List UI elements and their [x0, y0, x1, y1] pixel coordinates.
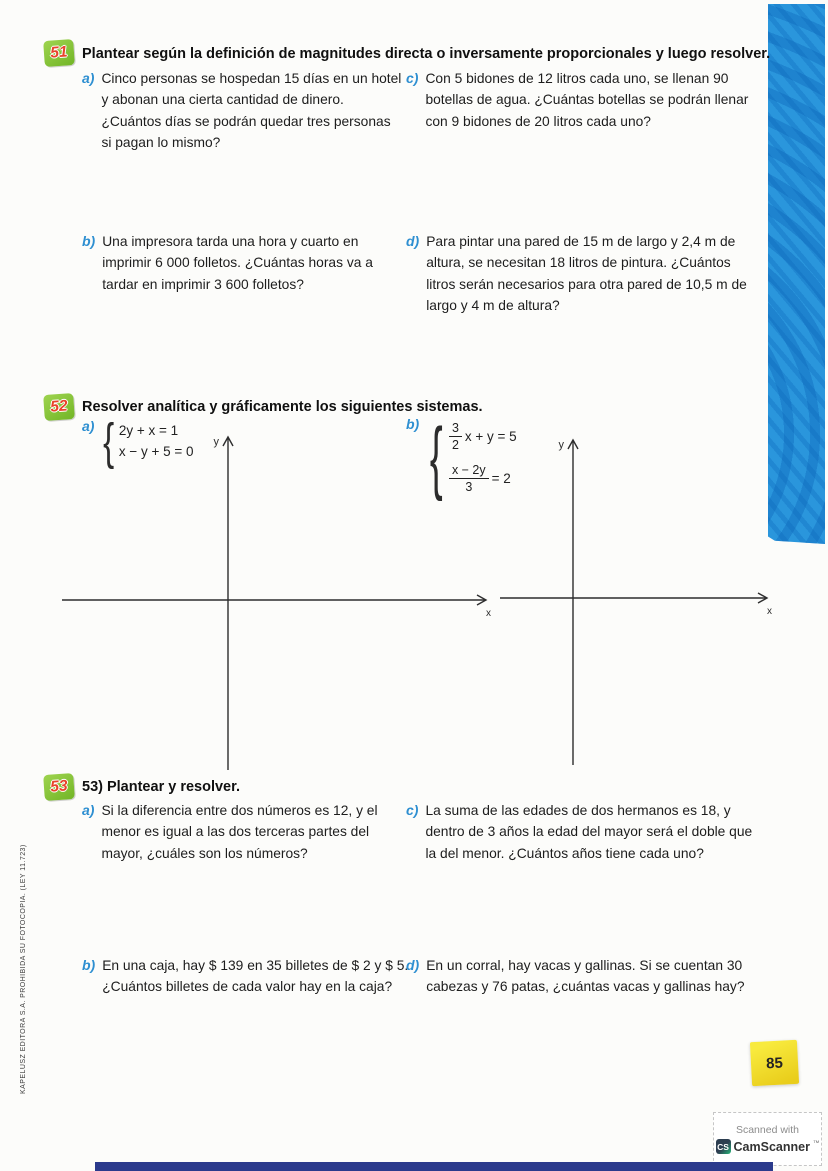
equation: 2y + x = 1: [118, 423, 179, 438]
exercise-51-badge: [43, 39, 75, 67]
item-text: Una impresora tarda una hora y cuarto en imprimir 6 000 folletos. ¿Cuántas horas va a tardar en imprimir 3 600 folletos?: [102, 234, 373, 292]
exercise-51-item-a: [82, 68, 404, 154]
item-letter: d): [406, 957, 420, 973]
system-a-label: a): [82, 418, 95, 434]
item-letter: c): [406, 70, 419, 86]
item-letter: d): [406, 233, 420, 249]
exercise-53-item-b: [82, 955, 412, 998]
exercise-53-number: 53: [49, 777, 69, 796]
camscanner-brand: CamScanner: [733, 1139, 810, 1154]
item-letter: a): [82, 802, 95, 818]
coordinate-axes-a: [55, 424, 500, 776]
exercise-53-item-a: [82, 800, 402, 864]
item-letter: a): [82, 70, 95, 86]
y-axis-label: y: [213, 436, 219, 448]
exercise-52-badge: [43, 393, 75, 421]
x-axis-label: x: [486, 608, 491, 619]
item-text: Cinco personas se hospedan 15 días en un hotel y abonan una cierta cantidad de dinero. ¿Cuántos días se podrán quedar tres personas si pagan lo mismo?: [101, 71, 402, 151]
item-text: En una caja, hay $ 139 en 35 billetes de $ 2 y $ 5. ¿Cuántos billetes de cada valor hay en la caja?: [102, 958, 409, 995]
equation: $\frac{3}{2}$ x + y = 5: [449, 416, 517, 458]
exercise-51-item-d: [406, 231, 762, 317]
exercise-51-number: 51: [49, 43, 69, 62]
camscanner-row: [716, 1139, 820, 1154]
item-text: Si la diferencia entre dos números es 12, y el menor es igual a las dos terceras partes del mayor, ¿cuáles son los números?: [101, 803, 378, 861]
item-text: Con 5 bidones de 12 litros cada uno, se llenan 90 botellas de agua. ¿Cuántas botellas se podrán llenar con 9 bidones de 20 litros cada uno?: [425, 71, 749, 129]
item-text: La suma de las edades de dos hermanos es 18, y dentro de 3 años la edad del mayor será el doble que la del menor. ¿Cuántos años tiene cada uno?: [425, 803, 753, 861]
exercise-52-title: Resolver analítica y gráficamente los siguientes sistemas.: [82, 399, 483, 415]
exercise-53-item-d: [406, 955, 766, 998]
trademark-symbol: ™: [812, 1139, 820, 1147]
y-axis-label: y: [558, 439, 564, 451]
exercise-53-title: 53) Plantear y resolver.: [82, 779, 240, 795]
page-number: 85: [765, 1054, 784, 1072]
item-letter: c): [406, 802, 419, 818]
copyright-sidebar-text: KAPELUSZ EDITORA S.A. PROHIBIDA SU FOTOCOPIA. (LEY 11.723): [20, 844, 27, 1094]
item-text: En un corral, hay vacas y gallinas. Si se cuentan 30 cabezas y 76 patas, ¿cuántas vacas y gallinas hay?: [426, 958, 745, 995]
camscanner-watermark: [713, 1112, 822, 1166]
fraction: $\frac{3}{2}$: [449, 421, 462, 453]
bottom-edge-bar: [95, 1162, 773, 1171]
exercise-51-item-c: [406, 68, 758, 132]
fraction: $\frac{x - 2y}{3}$: [449, 463, 489, 495]
camscanner-logo-icon: CS: [716, 1139, 731, 1154]
exercise-53-badge: [43, 773, 75, 801]
exercise-51-item-b: [82, 231, 404, 295]
equation: x − y + 5 = 0: [118, 444, 194, 459]
exercise-52-number: 52: [49, 397, 69, 416]
x-axis-label: x: [767, 606, 772, 617]
page-number-tab: [750, 1040, 799, 1086]
coordinate-axes-b: [493, 424, 783, 772]
brace-icon: {: [430, 412, 444, 502]
exercise-51-title: Plantear según la definición de magnitudes directa o inversamente proporcionales y luego resolver.: [82, 46, 771, 62]
item-letter: b): [82, 957, 96, 973]
brace-icon: {: [103, 412, 115, 470]
exercise-53-item-c: [406, 800, 758, 864]
item-letter: b): [82, 233, 96, 249]
equation: $\frac{x - 2y}{3}$ = 2: [449, 458, 517, 500]
item-text: Para pintar una pared de 15 m de largo y 2,4 m de altura, se necesitan 18 litros de pintura. ¿Cuántos litros serán necesarios para otra pared de 10,5 m de largo y 4 m de altura?: [426, 234, 747, 314]
system-b-label: b): [406, 416, 420, 432]
scanned-with-text: Scanned with: [735, 1124, 800, 1136]
